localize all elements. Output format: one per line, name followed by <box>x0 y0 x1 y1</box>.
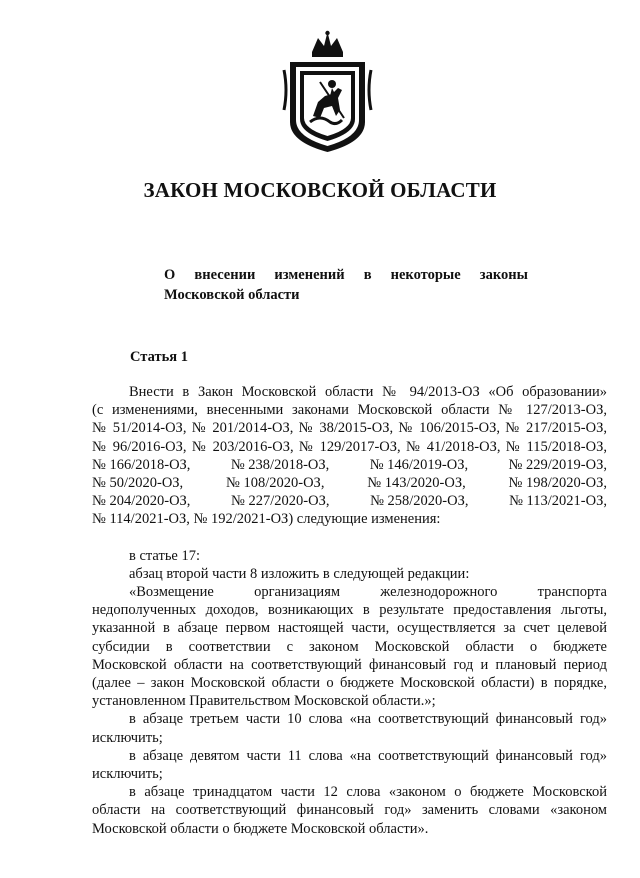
law-number: № 108/2020-ОЗ, <box>226 475 325 492</box>
law-number: № 50/2020-ОЗ, <box>92 475 184 492</box>
law-number: № 146/2019-ОЗ, <box>369 456 469 473</box>
coat-of-arms-emblem <box>280 30 375 155</box>
text-line: в статье 17: <box>129 547 201 564</box>
law-number: № 238/2018-ОЗ, <box>230 456 330 473</box>
quote-word: «Возмещение <box>129 584 214 601</box>
quote-word: организациям <box>254 584 341 601</box>
quote-word: железнодорожного <box>380 584 498 601</box>
subject-word: некоторые <box>390 267 461 283</box>
text-line: Московской области о бюджете Московской области». <box>92 820 429 837</box>
text-line: в абзаце девятом части 11 слова «на соответствующий финансовый год» <box>129 747 607 764</box>
text-line: недополученных доходов, возникающих в результате предоставления льготы, <box>92 602 607 619</box>
law-number: № 258/2020-ОЗ, <box>370 493 469 510</box>
text-line: (далее – закон Московской области о бюджете Московской области) в порядке, <box>92 675 607 692</box>
subject-word: изменений <box>274 267 345 283</box>
subject-line-1 <box>164 265 528 285</box>
law-number-row <box>92 456 607 474</box>
law-number-row <box>92 492 607 510</box>
text-line: исключить; <box>92 766 163 783</box>
text-line: указанной в абзаце первом настоящей части, осуществляется за счет целевой <box>92 620 607 637</box>
law-number: № 166/2018-ОЗ, <box>92 456 191 473</box>
text-line: области на соответствующий финансовый год» заменить словами «законом <box>92 802 607 819</box>
article-heading: Статья 1 <box>130 349 188 365</box>
text-line: Московской области на соответствующий финансовый год и плановый период <box>92 656 607 673</box>
text-line: (с изменениями, внесенными законами Московской области № 127/2013-ОЗ, <box>92 402 607 419</box>
subject-word: в <box>363 267 372 283</box>
law-title: ЗАКОН МОСКОВСКОЙ ОБЛАСТИ <box>143 178 497 202</box>
text-line: Внести в Закон Московской области № 94/2013-ОЗ «Об образовании» <box>129 384 607 400</box>
article-body <box>92 383 607 838</box>
text-line: в абзаце тринадцатом части 12 слова «законом о бюджете Московской <box>129 784 607 801</box>
quote-word: транспорта <box>537 584 607 601</box>
subject-word: законы <box>479 267 528 283</box>
text-line: № 96/2016-ОЗ, № 203/2016-ОЗ, № 129/2017-ОЗ, № 41/2018-ОЗ, № 115/2018-ОЗ, <box>92 438 607 455</box>
text-line: субсидии в соответствии с законом Московской области о бюджете <box>92 638 607 655</box>
subject-word: О <box>164 267 176 283</box>
subject-line-2: Московской области <box>164 287 300 303</box>
quote-first-line <box>92 583 607 601</box>
subject-word: внесении <box>194 267 256 283</box>
law-number: № 198/2020-ОЗ, <box>508 475 607 492</box>
law-number: № 229/2019-ОЗ, <box>508 456 607 473</box>
law-number: № 143/2020-ОЗ, <box>367 475 466 492</box>
text-line: № 114/2021-ОЗ, № 192/2021-ОЗ) следующие изменения: <box>92 511 441 528</box>
text-line: № 51/2014-ОЗ, № 201/2014-ОЗ, № 38/2015-ОЗ, № 106/2015-ОЗ, № 217/2015-ОЗ, <box>92 420 607 437</box>
law-subject <box>164 265 528 305</box>
text-line: исключить; <box>92 729 163 746</box>
law-number-row <box>92 474 607 492</box>
text-line: в абзаце третьем части 10 слова «на соответствующий финансовый год» <box>129 711 607 728</box>
law-number: № 204/2020-ОЗ, <box>92 493 191 510</box>
text-line: абзац второй части 8 изложить в следующей редакции: <box>129 565 470 582</box>
law-number: № 113/2021-ОЗ, <box>509 493 607 510</box>
text-line: установленном Правительством Московской области.»; <box>92 693 436 710</box>
law-number: № 227/2020-ОЗ, <box>231 493 330 510</box>
